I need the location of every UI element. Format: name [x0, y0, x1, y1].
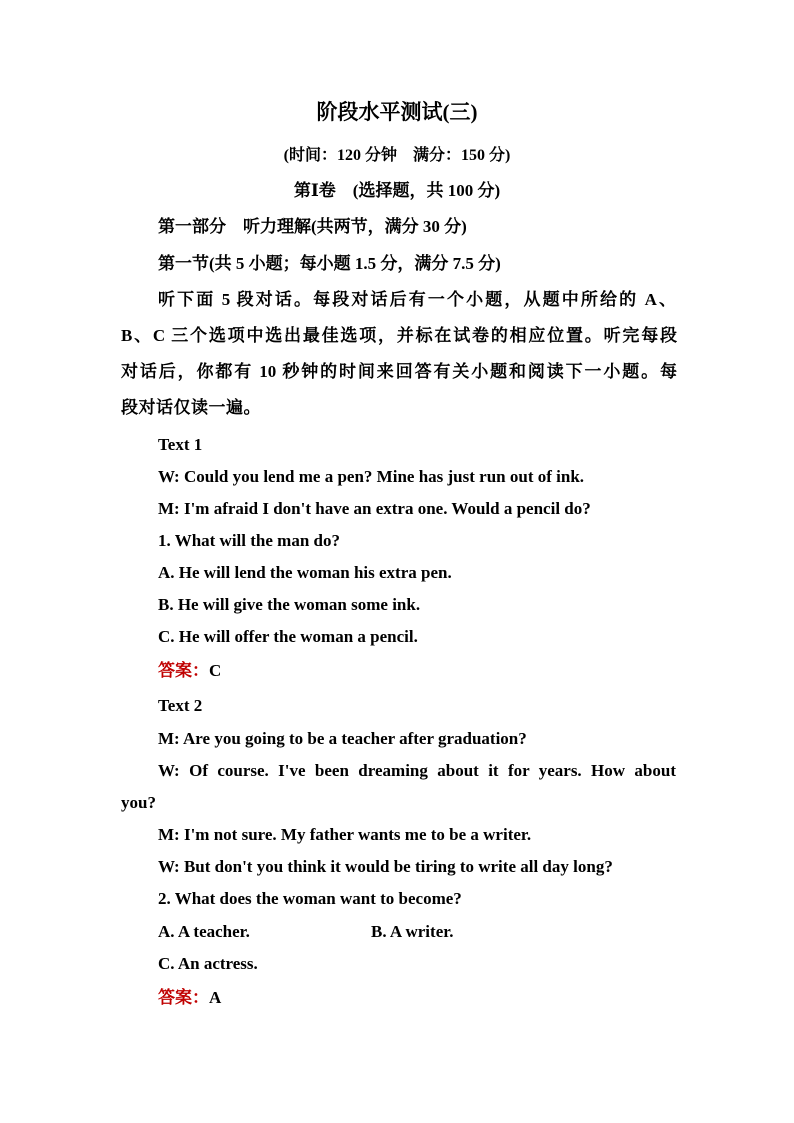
text2-woman-line-1-cont: you?	[121, 793, 156, 812]
instructions-line-2: B、C 三个选项中选出最佳选项，并标在试卷的相应位置。听完每段	[121, 326, 677, 345]
text2-woman-line-2: W: But don't you think it would be tiring to write all day long?	[158, 857, 613, 876]
instructions-line-1: 听下面 5 段对话。每段对话后有一个小题，从题中所给的 A、	[158, 290, 676, 309]
text1-man-line: M: I'm afraid I don't have an extra one. Would a pencil do?	[158, 499, 591, 518]
section-heading: 第一节(共 5 小题；每小题 1.5 分，满分 7.5 分)	[158, 254, 501, 273]
text2-woman-line-1: W: Of course. I've been dreaming about it for years. How about	[158, 761, 676, 780]
question-2-option-a: A. A teacher.	[158, 922, 250, 941]
text2-man-line-1: M: Are you going to be a teacher after graduation?	[158, 729, 527, 748]
answer-value: A	[209, 988, 222, 1007]
instructions-line-3: 对话后，你都有 10 秒钟的时间来回答有关小题和阅读下一小题。每	[121, 362, 677, 381]
question-1-option-a: A. He will lend the woman his extra pen.	[158, 563, 452, 582]
text1-heading: Text 1	[158, 435, 203, 454]
question-1-option-c: C. He will offer the woman a pencil.	[158, 627, 418, 646]
question-1: 1. What will the man do?	[158, 531, 340, 550]
time-info: (时间：120 分钟 满分：150 分)	[283, 147, 511, 164]
answer-label: 答案：	[158, 988, 209, 1007]
text1-woman-line: W: Could you lend me a pen? Mine has just run out of ink.	[158, 467, 585, 486]
page-title: 阶段水平测试(三)	[316, 100, 478, 124]
text2-man-line-2: M: I'm not sure. My father wants me to be a writer.	[158, 825, 532, 844]
volume-heading: 第Ⅰ卷 (选择题，共 100 分)	[293, 181, 501, 200]
question-2-answer	[158, 988, 221, 1008]
part-heading: 第一部分 听力理解(共两节，满分 30 分)	[158, 217, 467, 236]
answer-label: 答案：	[158, 661, 209, 680]
question-1-answer	[158, 661, 221, 681]
question-2-option-c: C. An actress.	[158, 954, 258, 973]
answer-value: C	[209, 661, 222, 680]
text2-heading: Text 2	[158, 696, 203, 715]
question-1-option-b: B. He will give the woman some ink.	[158, 595, 421, 614]
question-2-option-b: B. A writer.	[371, 922, 454, 941]
question-2: 2. What does the woman want to become?	[158, 889, 462, 908]
instructions-line-4: 段对话仅读一遍。	[121, 398, 261, 417]
